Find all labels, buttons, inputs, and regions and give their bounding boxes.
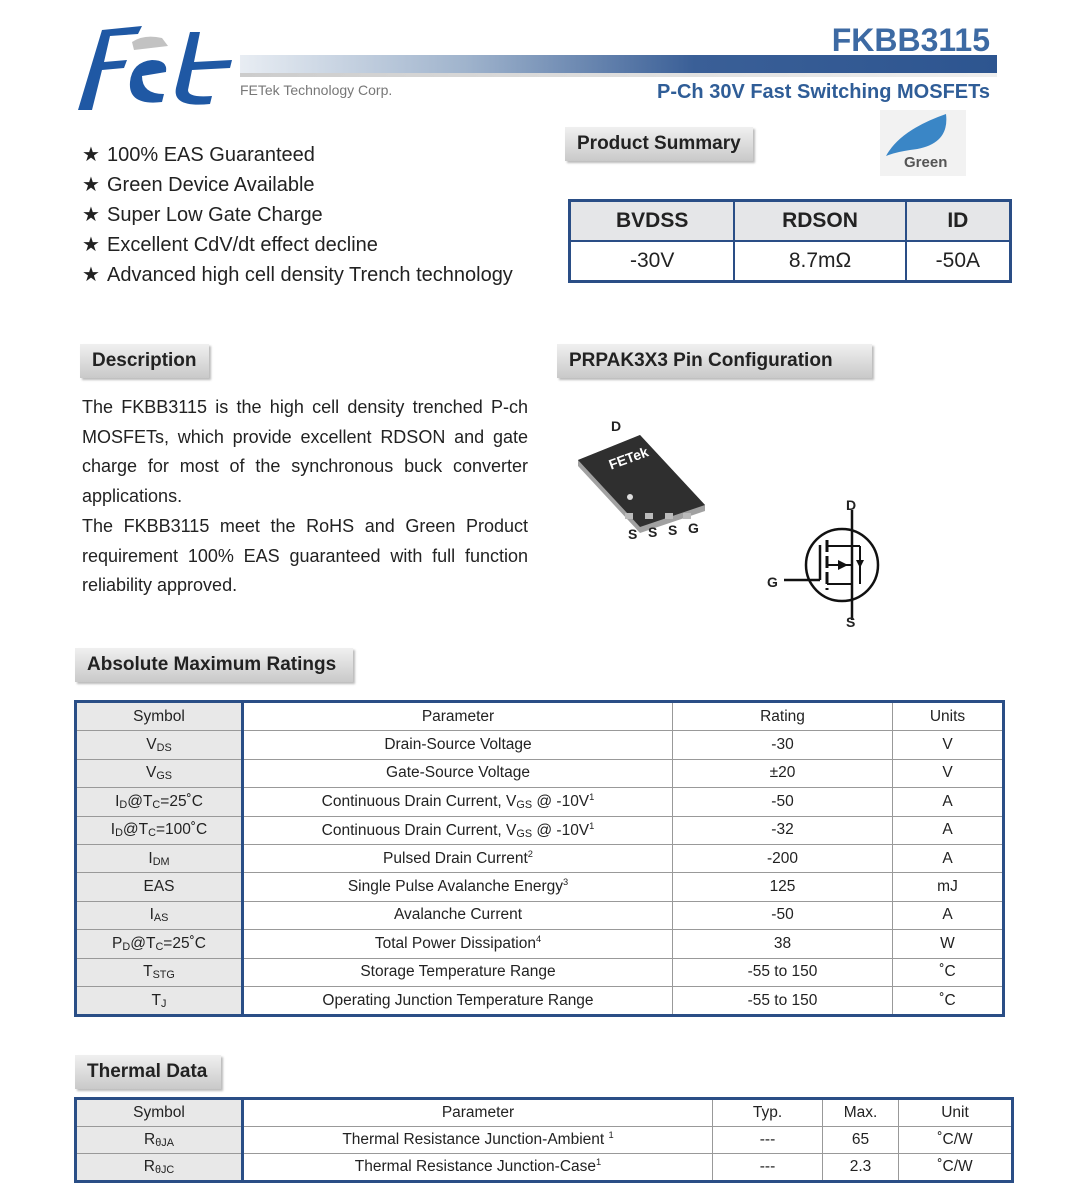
- text-part: 1: [589, 820, 595, 831]
- table-row: [76, 958, 1004, 986]
- leaf-icon: [880, 110, 966, 160]
- rating-cell: -200: [673, 844, 893, 872]
- star-bullet-icon: ★: [82, 174, 100, 196]
- summary-header: ID: [906, 201, 1011, 242]
- symbol-cell: [76, 844, 243, 872]
- pin-s-label: S: [628, 526, 638, 542]
- symbol-cell: [76, 731, 243, 759]
- feature-item: [82, 230, 513, 260]
- text-part: D: [122, 940, 131, 953]
- rating-cell: -50: [673, 901, 893, 929]
- company-name: FETek Technology Corp.: [240, 82, 393, 98]
- symbol-cell: [76, 759, 243, 787]
- parameter-cell: [243, 986, 673, 1015]
- unit-cell: W: [893, 930, 1004, 958]
- parameter-cell: [243, 901, 673, 929]
- parameter-cell: [243, 1154, 713, 1182]
- text-part: DM: [152, 855, 170, 868]
- column-header: Symbol: [76, 702, 243, 731]
- text-part: Operating Junction Temperature Range: [322, 991, 594, 1009]
- text-part: I: [148, 849, 153, 867]
- text-part: Gate-Source Voltage: [386, 764, 530, 782]
- symbol-cell: [76, 1154, 243, 1182]
- feature-item: [82, 170, 513, 200]
- table-row: [76, 1127, 1013, 1154]
- text-part: GS: [516, 827, 533, 840]
- text-part: J: [161, 997, 167, 1010]
- text-part: @T: [127, 792, 153, 810]
- summary-value: -50A: [906, 241, 1011, 282]
- rating-cell: -55 to 150: [673, 986, 893, 1015]
- typ-cell: ---: [713, 1154, 823, 1182]
- column-header: Parameter: [243, 1099, 713, 1127]
- star-bullet-icon: ★: [82, 264, 100, 286]
- product-summary-heading: Product Summary: [565, 127, 753, 161]
- text-part: @ -10V: [532, 821, 590, 839]
- package-label: FETek: [606, 443, 651, 473]
- green-label: Green: [904, 154, 948, 171]
- feature-list: [82, 140, 513, 290]
- text-part: Avalanche Current: [393, 906, 523, 924]
- text-part: θJA: [155, 1137, 174, 1149]
- column-header: Unit: [899, 1099, 1013, 1127]
- rating-cell: ±20: [673, 759, 893, 787]
- unit-cell: A: [893, 788, 1004, 816]
- table-row: [76, 788, 1004, 816]
- star-bullet-icon: ★: [82, 144, 100, 166]
- parameter-cell: [243, 844, 673, 872]
- description-heading: Description: [80, 344, 209, 378]
- column-header: Typ.: [713, 1099, 823, 1127]
- text-part: R: [143, 1158, 155, 1175]
- table-row: [76, 816, 1004, 844]
- symbol-cell: [76, 986, 243, 1015]
- table-row: [76, 1154, 1013, 1182]
- star-bullet-icon: ★: [82, 234, 100, 256]
- description-paragraph: The FKBB3115 is the high cell density trenched P-ch MOSFETs, which provide excellent RDSON and gate charge for most of the synchronous buck converter applications.: [82, 397, 528, 507]
- abs-max-heading: Absolute Maximum Ratings: [75, 648, 353, 682]
- table-header-row: [76, 702, 1004, 731]
- product-subtitle: P-Ch 30V Fast Switching MOSFETs: [656, 81, 990, 103]
- text-part: D: [119, 798, 128, 811]
- table-row: [76, 986, 1004, 1015]
- text-part: EAS: [143, 878, 175, 896]
- pin-s-label: S: [668, 522, 678, 538]
- rating-cell: 38: [673, 930, 893, 958]
- symbol-cell: [76, 788, 243, 816]
- green-badge: [880, 110, 966, 176]
- text-part: 1: [589, 792, 595, 803]
- unit-cell: A: [893, 816, 1004, 844]
- column-header: Parameter: [243, 702, 673, 731]
- text-part: P: [112, 934, 123, 952]
- fetek-logo: [72, 22, 237, 112]
- pin-config-heading: PRPAK3X3 Pin Configuration: [557, 344, 872, 378]
- part-number: FKBB3115: [831, 22, 990, 58]
- summary-header: BVDSS: [570, 201, 735, 242]
- unit-cell: V: [893, 731, 1004, 759]
- text-part: 2: [527, 849, 533, 860]
- text-part: =25˚C: [160, 792, 203, 810]
- text-part: Thermal Resistance Junction-Ambient: [342, 1131, 609, 1149]
- text-part: I: [149, 906, 154, 924]
- unit-cell: A: [893, 901, 1004, 929]
- symbol-cell: [76, 873, 243, 901]
- rating-cell: 125: [673, 873, 893, 901]
- rating-cell: -32: [673, 816, 893, 844]
- feature-text: Advanced high cell density Trench technology: [107, 264, 513, 286]
- text-part: Total Power Dissipation: [374, 935, 536, 953]
- text-part: D: [115, 827, 123, 840]
- description-paragraph: The FKBB3115 meet the RoHS and Green Product requirement 100% EAS guaranteed with full function reliability approved.: [82, 515, 528, 596]
- text-part: GS: [156, 770, 172, 783]
- text-part: I: [110, 821, 116, 839]
- max-cell: 2.3: [823, 1154, 899, 1182]
- product-summary-table: [568, 199, 1012, 283]
- unit-cell: ˚C: [893, 986, 1004, 1015]
- parameter-cell: [243, 958, 673, 986]
- parameter-cell: [243, 788, 673, 816]
- text-part: R: [144, 1131, 156, 1148]
- text-part: V: [145, 764, 157, 782]
- text-part: Drain-Source Voltage: [384, 736, 532, 754]
- feature-text: Excellent CdV/dt effect decline: [107, 234, 378, 256]
- rating-cell: -30: [673, 731, 893, 759]
- table-row: [76, 844, 1004, 872]
- text-part: @T: [122, 821, 149, 839]
- symbol-cell: [76, 958, 243, 986]
- source-label: S: [846, 614, 856, 630]
- parameter-cell: [243, 1127, 713, 1154]
- text-part: DS: [156, 742, 172, 755]
- text-part: Pulsed Drain Current: [383, 850, 528, 868]
- text-part: 3: [562, 877, 569, 888]
- parameter-cell: [243, 731, 673, 759]
- unit-cell: ˚C/W: [899, 1127, 1013, 1154]
- drain-label: D: [846, 497, 857, 513]
- table-row: [76, 930, 1004, 958]
- text-part: Storage Temperature Range: [360, 963, 556, 981]
- feature-item: [82, 200, 513, 230]
- text-part: AS: [153, 912, 169, 925]
- symbol-cell: [76, 816, 243, 844]
- unit-cell: ˚C/W: [899, 1154, 1013, 1182]
- text-part: Continuous Drain Current, V: [321, 821, 517, 839]
- mosfet-symbol-icon: [770, 510, 890, 620]
- column-header: Units: [893, 702, 1004, 731]
- feature-text: Super Low Gate Charge: [107, 204, 323, 226]
- text-part: =100˚C: [155, 821, 208, 839]
- unit-cell: ˚C: [893, 958, 1004, 986]
- typ-cell: ---: [713, 1127, 823, 1154]
- unit-cell: V: [893, 759, 1004, 787]
- symbol-cell: [76, 930, 243, 958]
- feature-item: [82, 140, 513, 170]
- column-header: Symbol: [76, 1099, 243, 1127]
- text-part: I: [115, 792, 120, 810]
- rating-cell: -55 to 150: [673, 958, 893, 986]
- text-part: @ -10V: [532, 793, 590, 811]
- pin-d-label: D: [611, 418, 622, 434]
- text-part: θJC: [154, 1164, 175, 1176]
- summary-header: RDSON: [734, 201, 905, 242]
- text-part: T: [151, 991, 162, 1009]
- thermal-table: [74, 1097, 1014, 1183]
- thermal-heading: Thermal Data: [75, 1055, 221, 1089]
- description-text: [82, 393, 528, 601]
- feature-text: 100% EAS Guaranteed: [107, 144, 315, 166]
- table-header-row: [76, 1099, 1013, 1127]
- table-row: [76, 873, 1004, 901]
- pin-s-label: S: [648, 524, 658, 540]
- header-bar-shadow: [240, 73, 997, 77]
- abs-max-table: [74, 700, 1005, 1017]
- text-part: GS: [516, 799, 533, 812]
- text-part: Continuous Drain Current, V: [321, 793, 517, 811]
- column-header: Max.: [823, 1099, 899, 1127]
- summary-value: -30V: [570, 241, 735, 282]
- text-part: T: [143, 963, 153, 981]
- star-bullet-icon: ★: [82, 204, 100, 226]
- symbol-cell: [76, 901, 243, 929]
- text-part: C: [152, 798, 161, 811]
- symbol-cell: [76, 1127, 243, 1154]
- table-row: [76, 759, 1004, 787]
- unit-cell: A: [893, 844, 1004, 872]
- text-part: =25˚C: [163, 934, 206, 952]
- pin-g-label: G: [688, 520, 699, 536]
- text-part: V: [146, 736, 157, 754]
- text-part: 1: [608, 1130, 614, 1141]
- gate-label: G: [767, 574, 778, 590]
- table-row: [76, 901, 1004, 929]
- text-part: Single Pulse Avalanche Energy: [347, 878, 563, 896]
- rating-cell: -50: [673, 788, 893, 816]
- parameter-cell: [243, 873, 673, 901]
- text-part: C: [148, 827, 156, 840]
- text-part: Thermal Resistance Junction-Case: [354, 1158, 597, 1176]
- text-part: @T: [130, 934, 156, 952]
- column-header: Rating: [673, 702, 893, 731]
- text-part: C: [155, 940, 164, 953]
- feature-item: [82, 260, 513, 290]
- text-part: 1: [596, 1157, 602, 1168]
- table-row: [76, 731, 1004, 759]
- unit-cell: mJ: [893, 873, 1004, 901]
- feature-text: Green Device Available: [107, 174, 315, 196]
- max-cell: 65: [823, 1127, 899, 1154]
- parameter-cell: [243, 816, 673, 844]
- summary-value: 8.7mΩ: [734, 241, 905, 282]
- parameter-cell: [243, 930, 673, 958]
- parameter-cell: [243, 759, 673, 787]
- text-part: STG: [152, 969, 175, 982]
- text-part: 4: [535, 934, 542, 945]
